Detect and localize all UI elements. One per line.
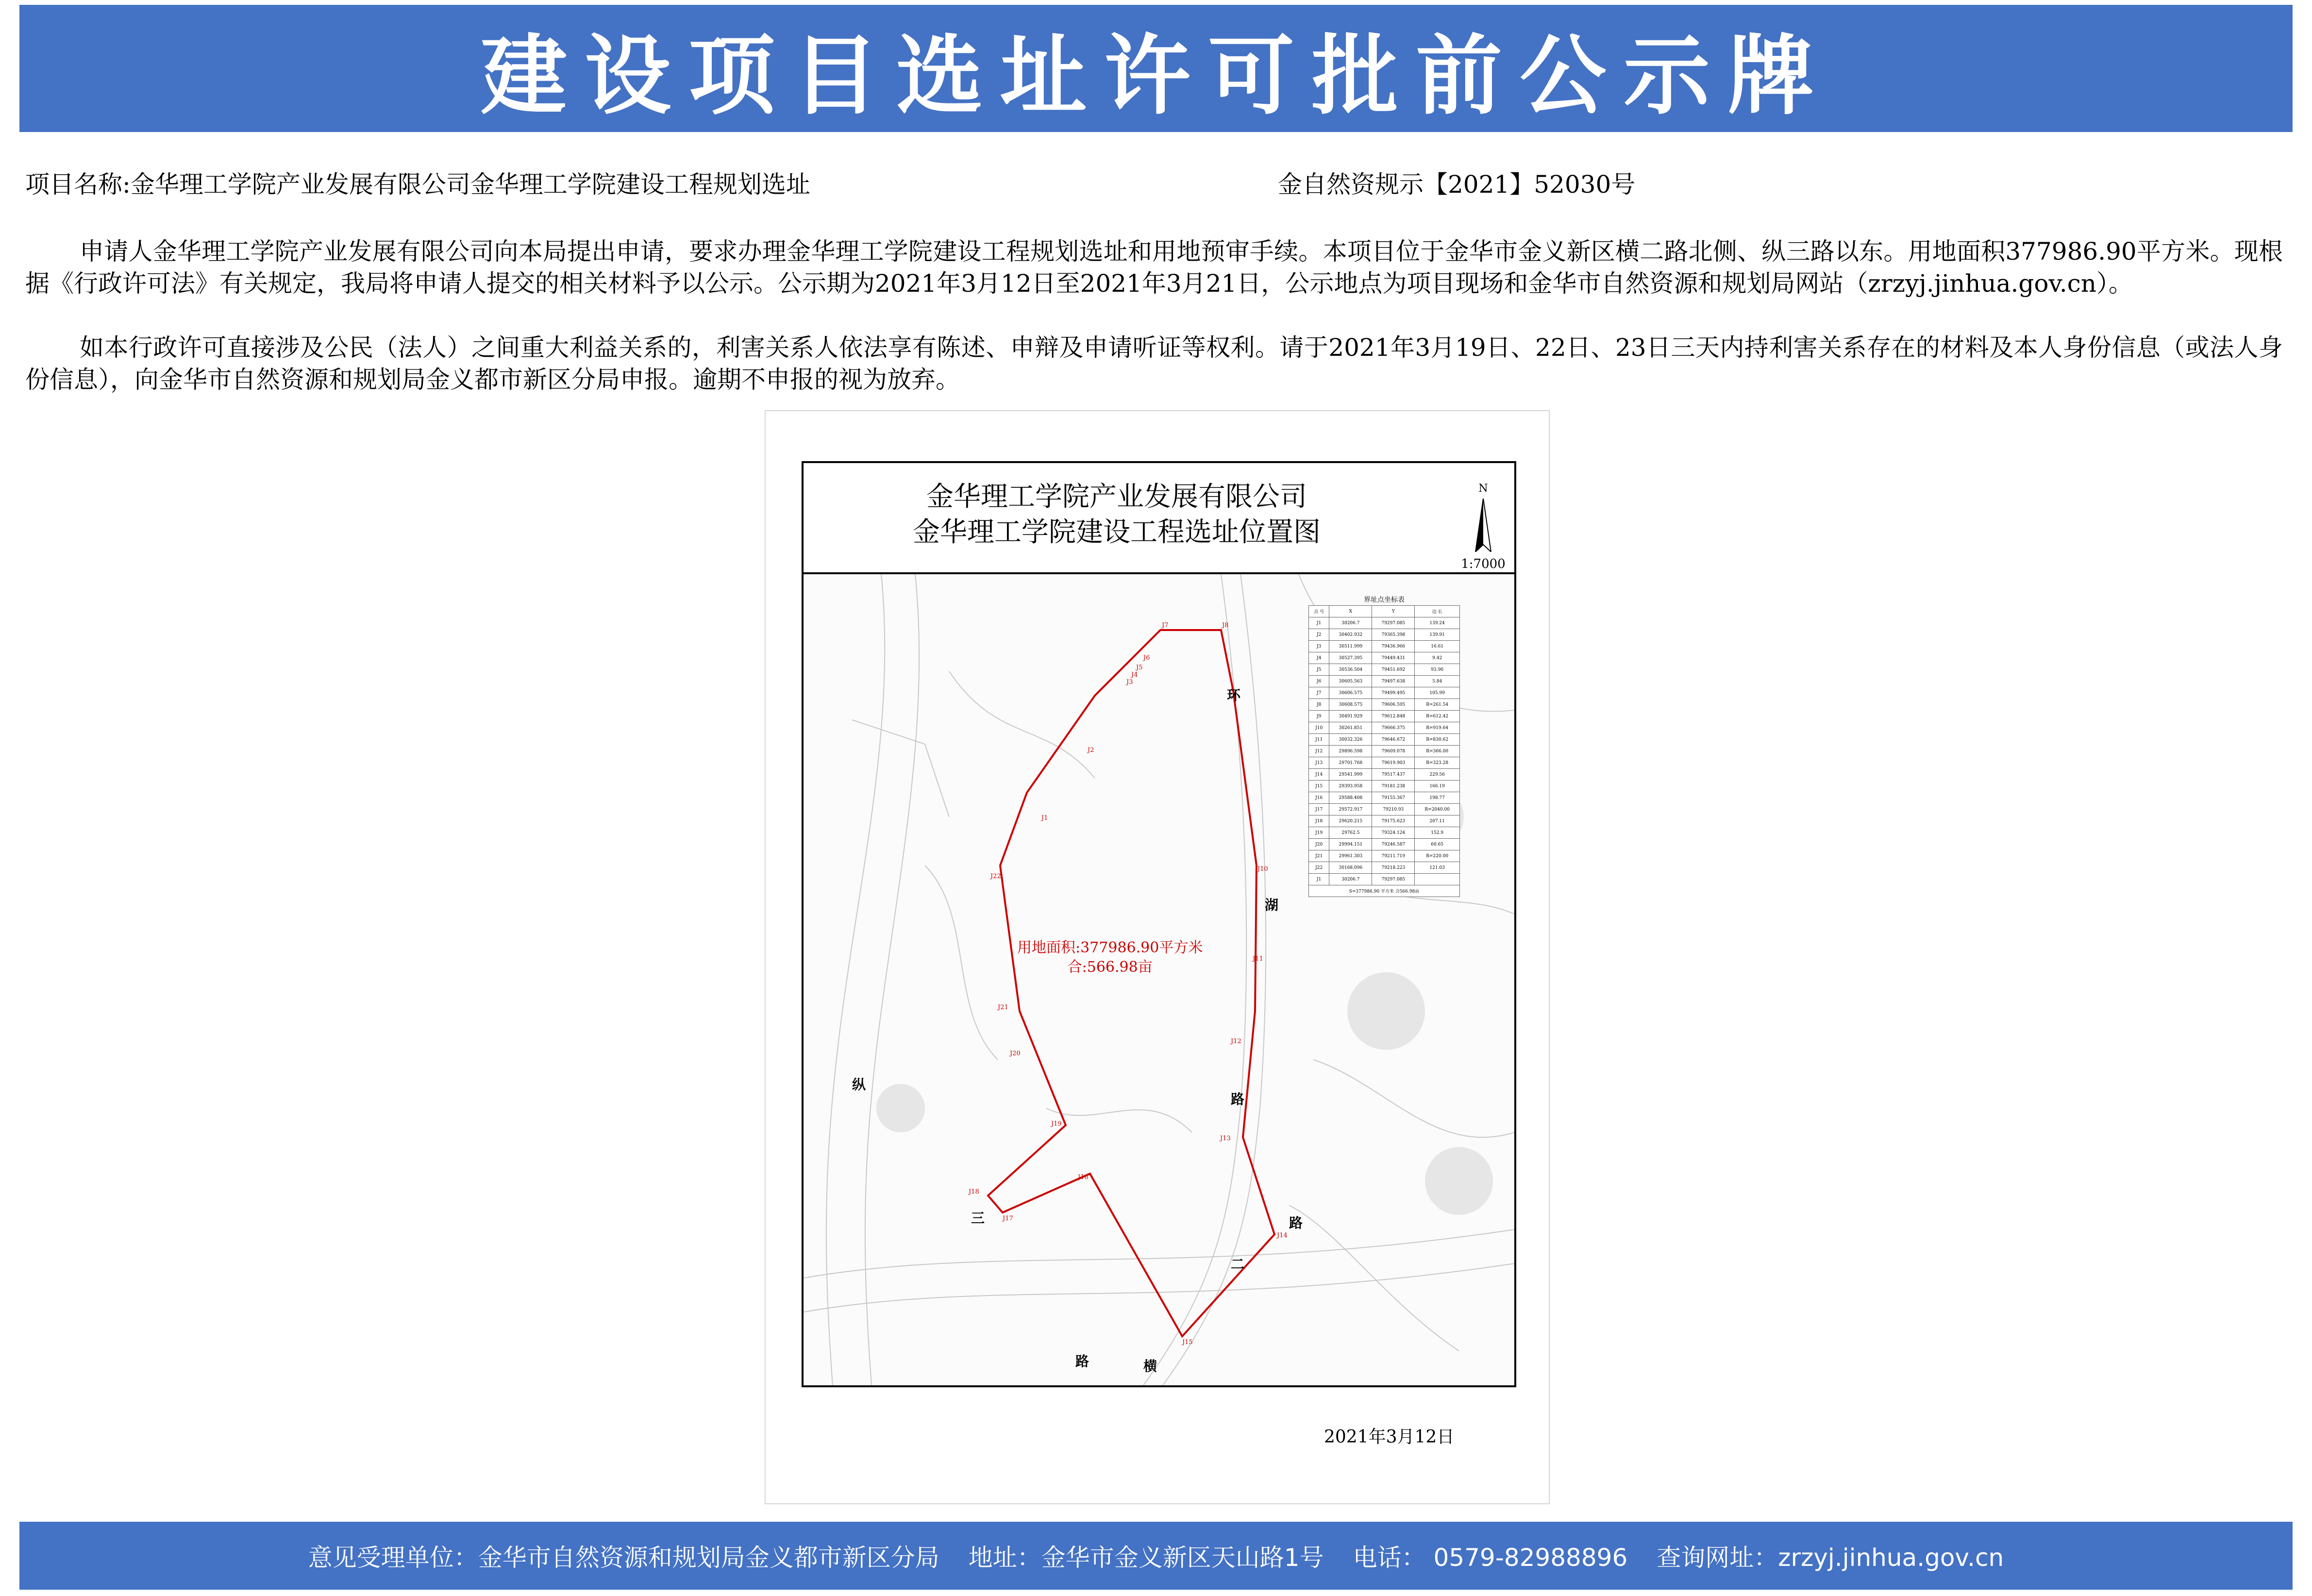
coordinate-cell: 29541.999 [1329, 769, 1372, 781]
coordinate-cell: 79436.966 [1372, 641, 1415, 652]
coordinate-row [1309, 664, 1460, 676]
coordinate-cell: 79609.078 [1372, 746, 1415, 757]
footer-website[interactable]: 查询网址：zrzyj.jinhua.gov.cn [1657, 1544, 2004, 1572]
coordinate-row [1309, 850, 1460, 862]
area-text: 用地面积:377986.90平方米 [1017, 939, 1203, 956]
coordinate-row [1309, 722, 1460, 734]
rights-paragraph: 如本行政许可直接涉及公民（法人）之间重大利益关系的，利害关系人依法享有陈述、申辩及申请听证等权利。请于2021年3月19日、22日、23日三天内持利害关系存在的材料及本人身份信息（或法人身份信息），向金华市自然资源和规划局金义都市新区分局申报。逾期不申报的视为放弃。 [25, 333, 2283, 394]
footer-unit: 意见受理单位：金华市自然资源和规划局金义都市新区分局 [308, 1544, 939, 1572]
site-map [802, 461, 1516, 1387]
coordinate-cell: 166.19 [1415, 781, 1460, 792]
point-label: J1 [1041, 815, 1048, 822]
coordinate-cell: 29572.917 [1329, 804, 1372, 815]
mu-text: 合:566.98亩 [1067, 959, 1153, 976]
coordinate-cell: 9.42 [1415, 652, 1460, 664]
coordinate-cell: 29961.303 [1329, 850, 1372, 862]
coordinate-cell [1415, 874, 1460, 885]
coordinate-cell: 30206.7 [1329, 617, 1372, 629]
coordinate-cell: 30527.395 [1329, 652, 1372, 664]
coordinate-cell: 30491.929 [1329, 711, 1372, 722]
coordinate-cell: 105.99 [1415, 687, 1460, 699]
map-header [804, 463, 1514, 574]
road-label: 路 [1289, 1215, 1303, 1231]
coordinate-row [1309, 769, 1460, 781]
coordinate-row [1309, 781, 1460, 792]
point-label: J14 [1277, 1232, 1288, 1239]
coordinate-cell: 152.9 [1415, 827, 1460, 839]
road-label: 路 [1075, 1353, 1089, 1369]
coordinate-cell: 30511.999 [1329, 641, 1372, 652]
coordinate-cell: J6 [1309, 676, 1329, 687]
point-label: J20 [1010, 1050, 1021, 1057]
coordinate-cell: 79612.848 [1372, 711, 1415, 722]
coordinate-row [1309, 676, 1460, 687]
map-title-line1: 金华理工学院产业发展有限公司 [926, 481, 1307, 513]
point-label: J11 [1253, 955, 1263, 963]
coordinate-cell: 79499.495 [1372, 687, 1415, 699]
coordinate-cell: 93.90 [1415, 664, 1460, 676]
coordinate-cell: 30168.096 [1329, 862, 1372, 874]
coordinate-cell: J9 [1309, 711, 1329, 722]
coordinate-cell: 79606.595 [1372, 699, 1415, 711]
footer-address: 地址：金华市金义新区天山路1号 [968, 1544, 1324, 1572]
coordinate-cell: 139.24 [1415, 617, 1460, 629]
point-label: J10 [1257, 865, 1268, 873]
point-label: J19 [1051, 1120, 1062, 1128]
coordinate-cell: 79218.223 [1372, 862, 1415, 874]
project-name: 项目名称:金华理工学院产业发展有限公司金华理工学院建设工程规划选址 [25, 170, 810, 199]
coordinate-cell: R=919.64 [1415, 722, 1460, 734]
map-scale: 1:7000 [1461, 557, 1506, 571]
road-label: 三 [971, 1210, 985, 1226]
map-body [804, 574, 1514, 1385]
point-label: J12 [1231, 1038, 1241, 1045]
coordinate-cell: 29620.215 [1329, 815, 1372, 827]
coordinate-cell: J1 [1309, 874, 1329, 885]
coordinate-row [1309, 874, 1460, 885]
site-boundary [988, 630, 1274, 1336]
footer-phone: 电话： 0579-82988896 [1353, 1544, 1628, 1572]
coordinate-cell: 30606.575 [1329, 687, 1372, 699]
coordinate-cell: 79517.437 [1372, 769, 1415, 781]
coordinate-cell: J2 [1309, 629, 1329, 641]
coordinate-row [1309, 757, 1460, 769]
coordinate-cell: 30206.7 [1329, 874, 1372, 885]
coordinate-cell: R=220.00 [1415, 850, 1460, 862]
coordinate-cell: 30261.851 [1329, 722, 1372, 734]
coordinate-cell: R=261.54 [1415, 699, 1460, 711]
point-label: J15 [1182, 1339, 1193, 1346]
point-label: J8 [1222, 622, 1229, 629]
road-label: 湖 [1265, 897, 1279, 913]
coordinate-cell: J10 [1309, 722, 1329, 734]
table-header: 边 长 [1415, 606, 1460, 617]
coordinate-row [1309, 629, 1460, 641]
table-header: 点 号 [1309, 606, 1329, 617]
road-label: 路 [1231, 1091, 1245, 1107]
coordinate-cell: 79646.672 [1372, 734, 1415, 746]
coordinate-cell: R=323.28 [1415, 757, 1460, 769]
coordinate-cell: J20 [1309, 839, 1329, 850]
coordinate-cell: 229.56 [1415, 769, 1460, 781]
coordinate-cell: R=366.00 [1415, 746, 1460, 757]
coordinate-cell: 79246.587 [1372, 839, 1415, 850]
table-header: X [1329, 606, 1372, 617]
boundary-coordinate-table [1308, 594, 1460, 897]
coordinate-row [1309, 792, 1460, 804]
coordinate-row [1309, 699, 1460, 711]
coordinate-cell: J18 [1309, 815, 1329, 827]
coordinate-row [1309, 711, 1460, 722]
north-arrow [1459, 482, 1508, 571]
coordinate-cell: 29762.5 [1329, 827, 1372, 839]
coordinate-cell: 198.77 [1415, 792, 1460, 804]
coordinate-cell: 79175.623 [1372, 815, 1415, 827]
point-label: J13 [1220, 1135, 1231, 1142]
coordinate-cell: 29701.768 [1329, 757, 1372, 769]
coordinate-cell: 79211.719 [1372, 850, 1415, 862]
road-label: 纵 [852, 1077, 866, 1093]
coordinate-cell: J12 [1309, 746, 1329, 757]
point-label: J7 [1162, 622, 1169, 629]
coordinate-row [1309, 827, 1460, 839]
footer-banner [19, 1522, 2293, 1590]
coordinate-cell: 79497.638 [1372, 676, 1415, 687]
coordinate-cell: J3 [1309, 641, 1329, 652]
coordinate-cell: 79181.238 [1372, 781, 1415, 792]
coordinate-cell: J8 [1309, 699, 1329, 711]
coordinate-cell: 16.61 [1415, 641, 1460, 652]
point-label: J5 [1136, 664, 1143, 671]
table-header: Y [1372, 606, 1415, 617]
coordinate-cell: 79365.398 [1372, 629, 1415, 641]
coordinate-cell: 29393.958 [1329, 781, 1372, 792]
title-banner [19, 5, 2293, 132]
coordinate-cell: 30402.932 [1329, 629, 1372, 641]
coordinate-row [1309, 815, 1460, 827]
coordinate-cell: 30608.575 [1329, 699, 1372, 711]
point-label: J18 [969, 1188, 979, 1196]
point-label: J2 [1088, 747, 1094, 754]
coordinate-row [1309, 617, 1460, 629]
coordinate-row [1309, 652, 1460, 664]
area-label [1017, 938, 1203, 977]
point-label: J4 [1131, 671, 1138, 679]
coordinate-cell: 79297.085 [1372, 874, 1415, 885]
point-label: J22 [990, 873, 1001, 880]
coordinate-row [1309, 839, 1460, 850]
coordinate-cell: 121.03 [1415, 862, 1460, 874]
coordinate-cell: 79619.903 [1372, 757, 1415, 769]
coordinate-row [1309, 862, 1460, 874]
coordinate-cell: 79155.367 [1372, 792, 1415, 804]
map-date: 2021年3月12日 [1324, 1427, 1455, 1447]
point-label: J17 [1003, 1215, 1013, 1222]
table-caption: 界址点坐标表 [1364, 596, 1405, 604]
coordinate-cell: J19 [1309, 827, 1329, 839]
point-label: J16 [1078, 1174, 1089, 1181]
coordinate-cell: J5 [1309, 664, 1329, 676]
coordinate-cell: J1 [1309, 617, 1329, 629]
document-number: 金自然资规示【2021】52030号 [1278, 170, 1636, 199]
coordinate-cell: R=2040.00 [1415, 804, 1460, 815]
map-title-line2: 金华理工学院建设工程选址位置图 [913, 516, 1321, 548]
coordinate-cell: 79449.431 [1372, 652, 1415, 664]
coordinate-cell: 79666.375 [1372, 722, 1415, 734]
coordinate-cell: J17 [1309, 804, 1329, 815]
coordinate-cell: J22 [1309, 862, 1329, 874]
coordinate-cell: J13 [1309, 757, 1329, 769]
coordinate-cell: 30605.563 [1329, 676, 1372, 687]
coordinate-cell: 29588.408 [1329, 792, 1372, 804]
coordinate-cell: 79451.692 [1372, 664, 1415, 676]
coordinate-row [1309, 641, 1460, 652]
coordinate-cell: R=830.62 [1415, 734, 1460, 746]
coordinate-cell: 207.11 [1415, 815, 1460, 827]
coordinate-row [1309, 687, 1460, 699]
north-letter: N [1478, 482, 1488, 495]
road-label: 环 [1227, 687, 1241, 703]
coordinate-cell: 60.65 [1415, 839, 1460, 850]
coordinate-row [1309, 734, 1460, 746]
coordinate-cell: J11 [1309, 734, 1329, 746]
coordinate-cell: J21 [1309, 850, 1329, 862]
table-footer: S=377986.90 平方米 合566.98亩 [1309, 885, 1460, 897]
coordinate-cell: R=612.42 [1415, 711, 1460, 722]
point-label: J3 [1126, 679, 1133, 686]
coordinate-cell: J14 [1309, 769, 1329, 781]
coordinate-cell: J15 [1309, 781, 1329, 792]
coordinate-cell: 79210.93 [1372, 804, 1415, 815]
coordinate-cell: J7 [1309, 687, 1329, 699]
coordinate-row [1309, 804, 1460, 815]
coordinate-cell: 29896.598 [1329, 746, 1372, 757]
application-paragraph: 申请人金华理工学院产业发展有限公司向本局提出申请，要求办理金华理工学院建设工程规划选址和用地预审手续。本项目位于金华市金义新区横二路北侧、纵三路以东。用地面积377986.90平方米。现根据《行政许可法》有关规定，我局将申请人提交的相关材料予以公示。公示期为2021年3月12日至2021年3月21日，公示地点为项目现场和金华市自然资源和规划局网站（zrzyj.jinhua.gov.cn）。 [25, 237, 2283, 298]
coordinate-cell: 5.84 [1415, 676, 1460, 687]
site-map-frame [765, 410, 1550, 1504]
coordinate-cell: J16 [1309, 792, 1329, 804]
coordinate-cell: J4 [1309, 652, 1329, 664]
north-arrow-icon [1474, 499, 1493, 552]
coordinate-cell: 139.91 [1415, 629, 1460, 641]
coordinate-cell: 29994.151 [1329, 839, 1372, 850]
road-label: 横 [1143, 1358, 1157, 1374]
point-label: J6 [1143, 654, 1150, 662]
road-label: 二 [1231, 1256, 1245, 1272]
coordinate-cell: 79297.085 [1372, 617, 1415, 629]
point-label: J21 [998, 1004, 1008, 1011]
coordinate-cell: 30032.326 [1329, 734, 1372, 746]
page-title: 建设项目选址许可批前公示牌 [481, 26, 1831, 126]
coordinate-row [1309, 746, 1460, 757]
coordinate-cell: 30536.504 [1329, 664, 1372, 676]
coordinate-cell: 79324.124 [1372, 827, 1415, 839]
